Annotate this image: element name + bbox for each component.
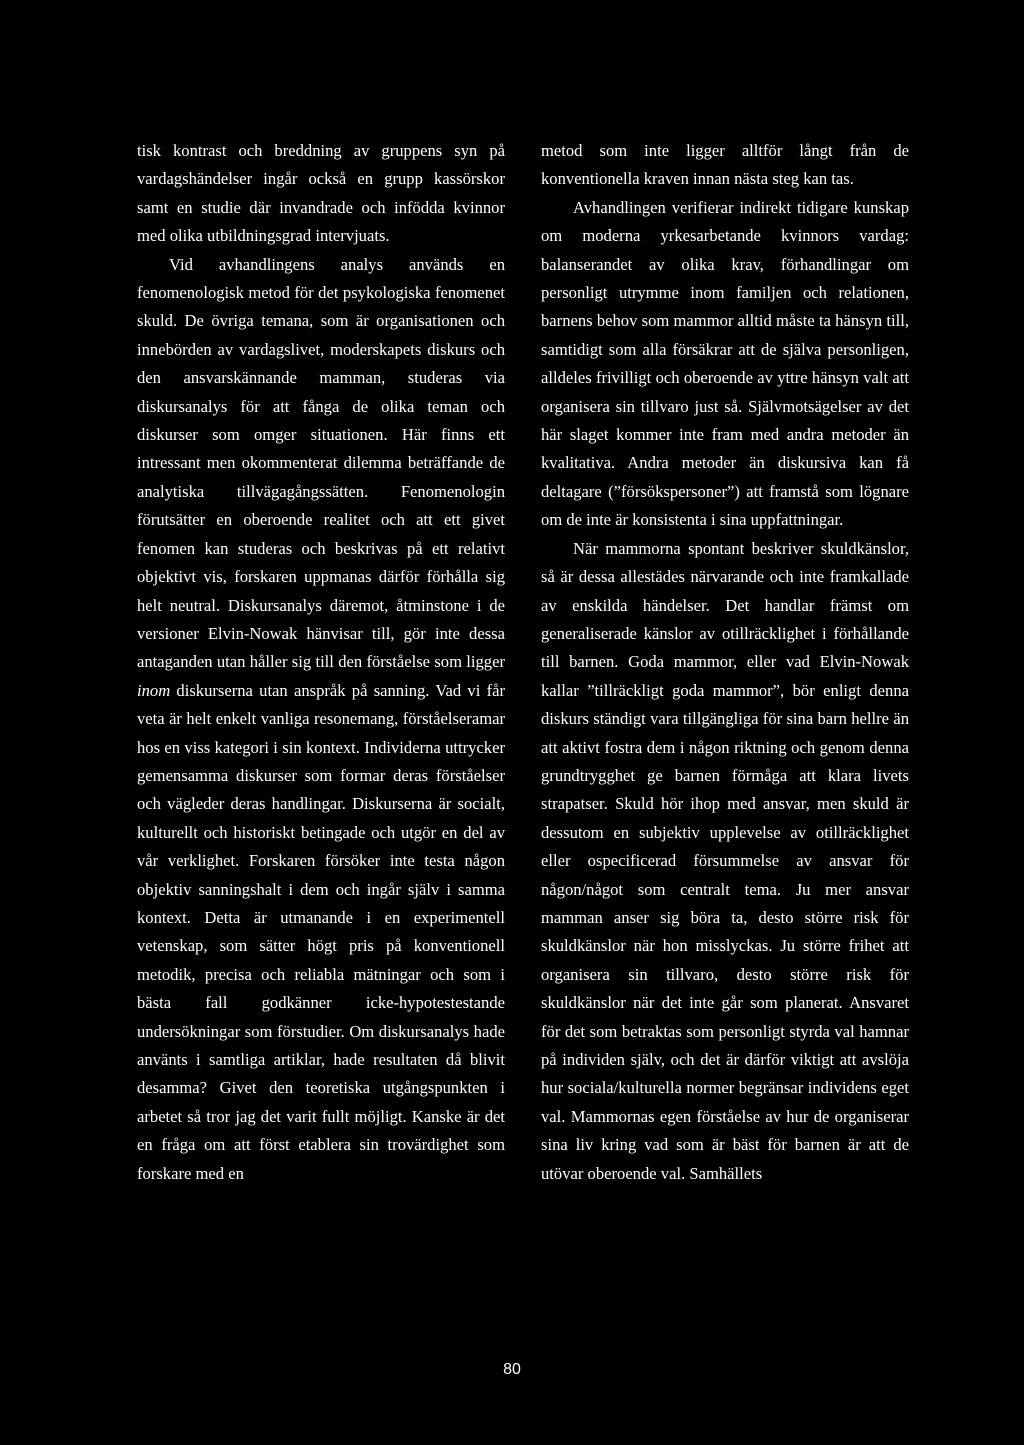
left-paragraph-2 (137, 251, 505, 1188)
left-paragraph-2-start: Vid avhandlingens analys används en fenomenologisk metod för det psykologiska fenomenet skuld. De övriga temana, som är organisationen och innebörden av vardagslivet, moderskapets diskurs och den ansvarskännande mamman, studeras via diskursanalys för att fånga de olika teman och diskurser som omger situationen. Här finns ett intressant men okommenterat dilemma beträffande de analytiska tillvägagångssätten. Fenomenologin förutsätter en oberoende realitet och att ett givet fenomen kan studeras och beskrivas på ett relativt objektivt vis, forskaren uppmanas därför förhålla sig helt neutral. Diskursanalys däremot, åtminstone i de versioner Elvin-Nowak hänvisar till, gör inte dessa antaganden utan håller sig till den förståelse som ligger (137, 254, 505, 672)
left-paragraph-2-end: diskurserna utan anspråk på sanning. Vad vi får veta är helt enkelt vanliga resonemang, förståelseramar hos en viss kategori i sin kontext. Individerna uttrycker gemensamma diskurser som formar deras förståelser och vägleder deras handlingar. Diskurserna är socialt, kulturellt och historiskt betingade och utgör en del av vår verklighet. Forskaren försöker inte testa någon objektiv sanningshalt i dem och ingår själv i samma kontext. Detta är utmanande i en experimentell vetenskap, som sätter högt pris på konventionell metodik, precisa och reliabla mätningar och som i bästa fall godkänner icke-hypotestestande undersökningar som förstudier. Om diskursanalys hade använts i samtliga artiklar, hade resultaten då blivit desamma? Givet den teoretiska utgångspunkten i arbetet så tror jag det varit fullt möjligt. Kanske är det en fråga om att först etablera sin trovärdighet som forskare med en (137, 680, 505, 1183)
page-number: 80 (503, 1361, 521, 1378)
left-paragraph-2-emphasis: inom (137, 680, 171, 700)
right-paragraph-3: När mammorna spontant beskriver skuldkänslor, så är dessa allestädes närvarande och inte framkallade av enskilda händelser. Det handlar främst om generaliserade känslor av otillräcklighet i förhållande till barnen. Goda mammor, eller vad Elvin-Nowak kallar ”tillräckligt goda mammor”, bör enligt denna diskurs ständigt vara tillgängliga för sina barn hellre än att aktivt fostra dem i någon riktning och genom denna grundtrygghet ge barnen förmåga att klara livets strapatser. Skuld hör ihop med ansvar, men skuld är dessutom en subjektiv upplevelse av otillräcklighet eller ospecificerad försummelse av ansvar för någon/något som centralt tema. Ju mer ansvar mamman anser sig böra ta, desto större risk för skuldkänslor när hon misslyckas. Ju större frihet att organisera sin tillvaro, desto större risk för skuldkänslor när det inte går som planerat. Ansvaret för det som betraktas som personligt styrda val hamnar på individen själv, och det är därför viktigt att avslöja hur sociala/kulturella normer begränsar individens eget val. Mammornas egen förståelse av hur de organiserar sina liv kring vad som är bäst för barnen är att de utövar oberoende val. Samhällets (541, 538, 909, 1183)
left-paragraph-1: tisk kontrast och breddning av gruppens syn på vardagshändelser ingår också en grupp kassörskor samt en studie där invandrade och infödda kvinnor med olika utbildningsgrad intervjuats. (137, 141, 505, 246)
right-text-column (541, 137, 909, 1188)
right-paragraph-1: metod som inte ligger alltför långt från de konventionella kraven innan nästa steg kan tas. (541, 141, 909, 189)
right-paragraph-2: Avhandlingen verifierar indirekt tidigare kunskap om moderna yrkesarbetande kvinnors vardag: balanserandet av olika krav, förhandlingar om personligt utrymme inom familjen och relationen, barnens behov som mammor alltid måste ta hänsyn till, samtidigt som alla försäkrar att de själva personligen, alldeles frivilligt och oberoende av yttre hänsyn valt att organisera sin tillvaro just så. Självmotsägelser av det här slaget kommer inte fram med andra metoder än kvalitativa. Andra metoder än diskursiva kan få deltagare (”försökspersoner”) att framstå som lögnare om de inte är konsistenta i sina uppfattningar. (541, 197, 909, 530)
left-text-column (137, 137, 505, 1188)
